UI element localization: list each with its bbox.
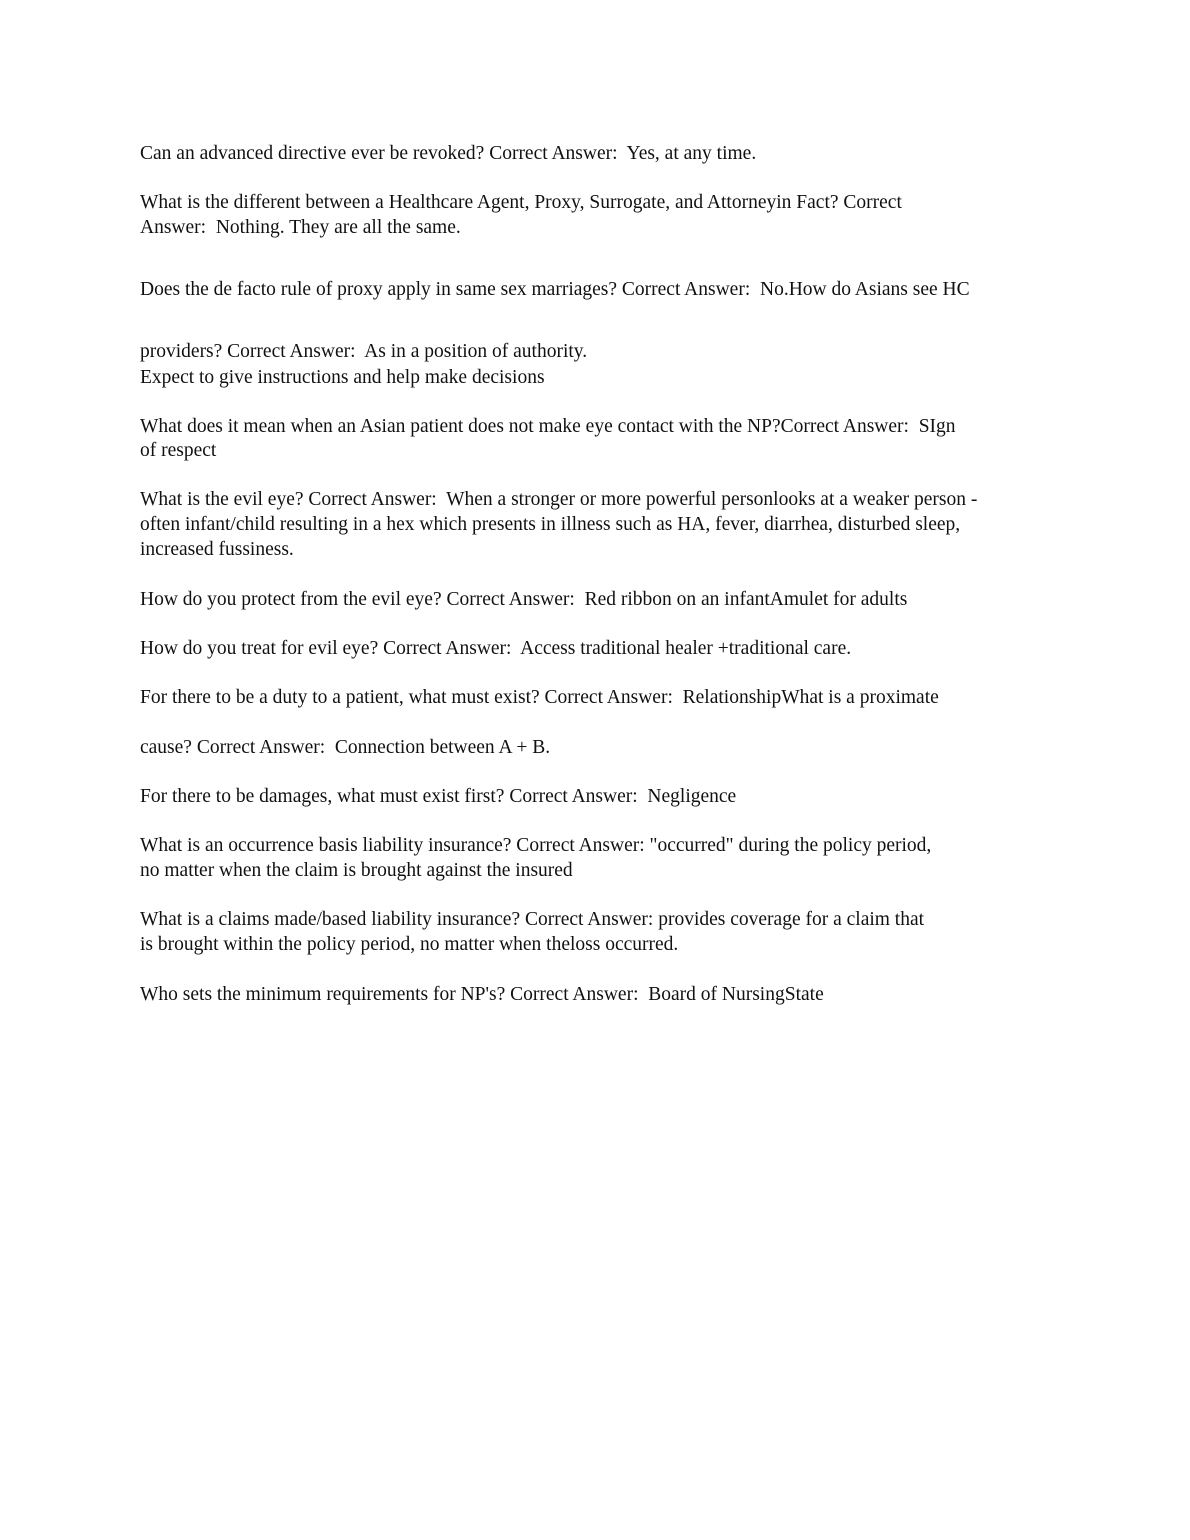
text-line: Does the de facto rule of proxy apply in same sex marriages? Correct Answer: No.How do Asians see HC bbox=[140, 279, 970, 300]
text-line: cause? Correct Answer: Connection between A + B. bbox=[140, 737, 551, 758]
text-line: Expect to give instructions and help make decisions bbox=[140, 367, 545, 388]
text-line: is brought within the policy period, no matter when theloss occurred. bbox=[140, 934, 679, 955]
text-line: Who sets the minimum requirements for NP's? Correct Answer: Board of NursingState bbox=[140, 984, 824, 1005]
text-line: Can an advanced directive ever be revoked? Correct Answer: Yes, at any time. bbox=[140, 143, 757, 164]
text-line: How do you protect from the evil eye? Correct Answer: Red ribbon on an infantAmulet for adults bbox=[140, 589, 908, 610]
text-line: What is the evil eye? Correct Answer: When a stronger or more powerful personlooks at a weaker person - bbox=[140, 489, 978, 510]
text-line: of respect bbox=[140, 440, 217, 461]
text-line: Answer: Nothing. They are all the same. bbox=[140, 217, 461, 238]
text-line: no matter when the claim is brought against the insured bbox=[140, 860, 573, 881]
text-line: For there to be a duty to a patient, what must exist? Correct Answer: RelationshipWhat is a proximate bbox=[140, 687, 939, 708]
text-line: For there to be damages, what must exist first? Correct Answer: Negligence bbox=[140, 786, 737, 807]
text-line: What is an occurrence basis liability insurance? Correct Answer: "occurred" during the policy period, bbox=[140, 835, 932, 856]
text-line: What is a claims made/based liability insurance? Correct Answer: provides coverage for a claim that bbox=[140, 909, 925, 930]
text-line: How do you treat for evil eye? Correct Answer: Access traditional healer +traditional care. bbox=[140, 638, 852, 659]
text-line: What is the different between a Healthcare Agent, Proxy, Surrogate, and Attorneyin Fact? Correct bbox=[140, 192, 902, 213]
text-line: providers? Correct Answer: As in a position of authority. bbox=[140, 341, 588, 362]
text-line: What does it mean when an Asian patient does not make eye contact with the NP?Correct Answer: SIgn bbox=[140, 416, 956, 437]
text-line: increased fussiness. bbox=[140, 539, 294, 560]
text-line: often infant/child resulting in a hex which presents in illness such as HA, fever, diarrhea, disturbed sleep, bbox=[140, 514, 961, 535]
